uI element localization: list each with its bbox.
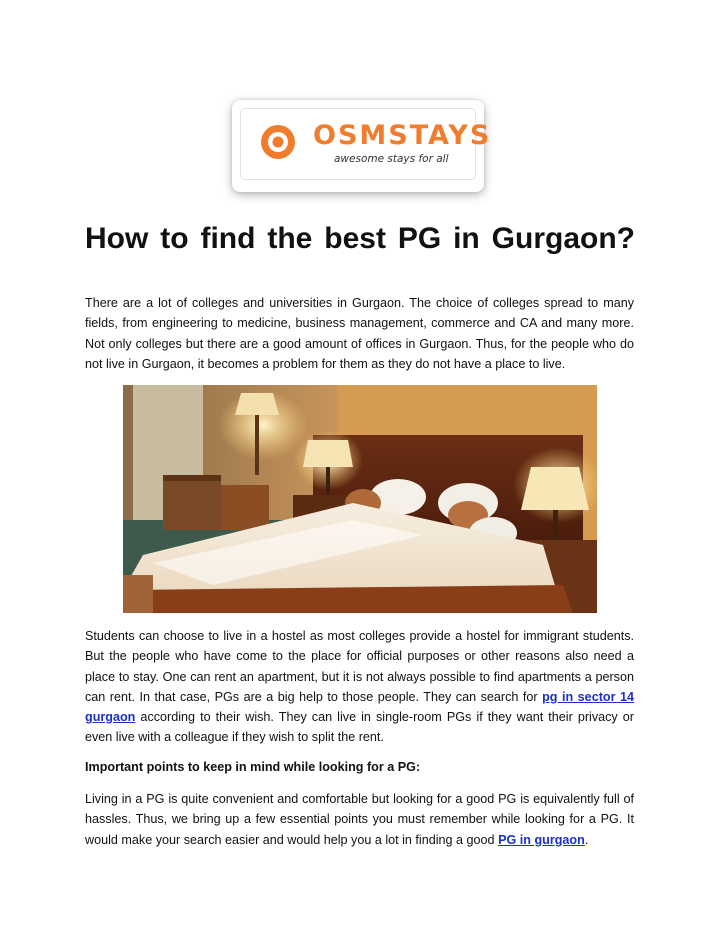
paragraph-hostels-text-a: Students can choose to live in a hostel as most colleges provide a hostel for immigrant students. But the people who have come to the place for official purposes or other reasons also need a place to stay. One can rent an apartment, but it is not always possible to find apartments a person can rent. In that case, PGs are a big help to those people. They can search for [85, 629, 634, 704]
page-title: How to find the best PG in Gurgaon? [85, 222, 635, 255]
paragraph-hostels-text-b: according to their wish. They can live in single-room PGs if they want their privacy or even live with a colleague if they wish to split the rent. [85, 710, 634, 745]
logo-card [232, 100, 492, 192]
section-subheading: Important points to keep in mind while looking for a PG: [85, 760, 421, 774]
paragraph-essentials-text-b: . [584, 832, 589, 847]
intro-paragraph: There are a lot of colleges and universities in Gurgaon. The choice of colleges spread to many fields, from engineering to medicine, business management, commerce and CA and many more. Not only colleges but there are a good amount of offices in Gurgaon. Thus, for the people who do not live in Gurgaon, it becomes a problem for them as they do not have a place to live. [85, 296, 634, 371]
logo-tagline: awesome stays for all [334, 153, 449, 165]
link-pg-in-gurgaon[interactable]: PG in gurgaon [498, 832, 585, 847]
logo-ring-icon [258, 122, 298, 162]
link-pg-sector-14[interactable]: pg in sector 14 gurgaon [85, 689, 634, 725]
hotel-room-photo [123, 385, 597, 613]
logo-wordmark: OSMSTAYS [313, 120, 492, 151]
paragraph-essentials [85, 789, 634, 850]
paragraph-hostels [85, 626, 634, 748]
paragraph-essentials-text-a: Living in a PG is quite convenient and comfortable but looking for a good PG is equivalently full of hassles. Thus, we bring up a few essential points you must remember while looking for a PG. It would make your search easier and would help you a lot in finding a good [85, 792, 634, 847]
logo-frame [240, 108, 492, 180]
